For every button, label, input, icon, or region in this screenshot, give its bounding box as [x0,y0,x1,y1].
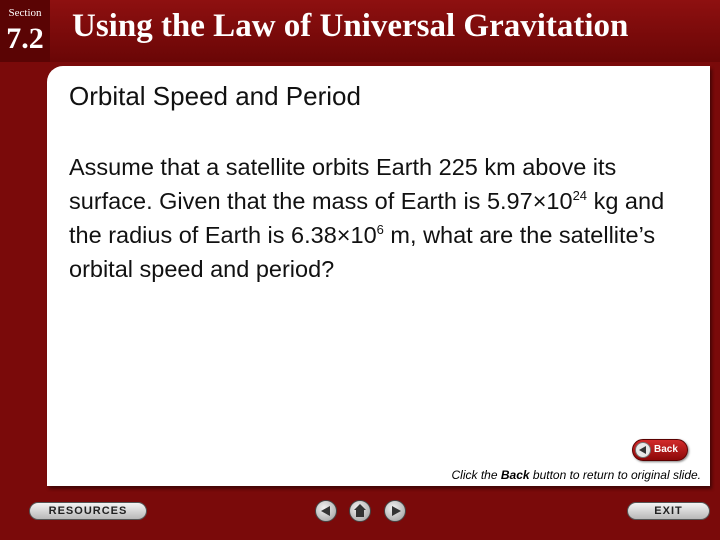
content-panel [47,66,710,486]
section-number: 7.2 [6,22,44,55]
exit-button[interactable]: EXIT [627,502,710,520]
bottom-toolbar [0,494,720,540]
back-instruction [452,468,701,482]
back-note-suffix: button to return to original slide. [529,468,701,482]
back-button[interactable] [632,439,688,461]
exponent-mass: 24 [572,188,588,203]
slide-heading: Orbital Speed and Period [69,81,361,111]
chapter-title: Using the Law of Universal Gravitation [72,8,629,44]
problem-text-part3: m, what are the satellite’s orbital speed and period? [69,222,656,282]
prev-arrow-icon [321,506,330,516]
problem-text-part1: Assume that a satellite orbits Earth 225 km above its surface. Given that the mass of Earth is 5.97×10 [69,154,617,214]
back-note-prefix: Click the [451,468,501,482]
back-note-bold: Back [500,468,530,482]
home-icon-body [356,510,364,517]
section-badge [0,0,50,62]
resources-button[interactable]: RESOURCES [29,502,147,520]
section-word: Section [8,7,42,19]
next-button[interactable] [384,500,406,522]
back-arrow-icon [635,442,651,458]
home-button[interactable] [349,500,371,522]
next-arrow-icon [392,506,401,516]
previous-button[interactable] [315,500,337,522]
problem-text-part2: kg and the radius of Earth is 6.38×10 [69,188,665,248]
exponent-radius: 6 [376,222,384,237]
back-button-label: Back [654,444,678,455]
header-banner [0,0,720,62]
problem-text [69,150,689,286]
